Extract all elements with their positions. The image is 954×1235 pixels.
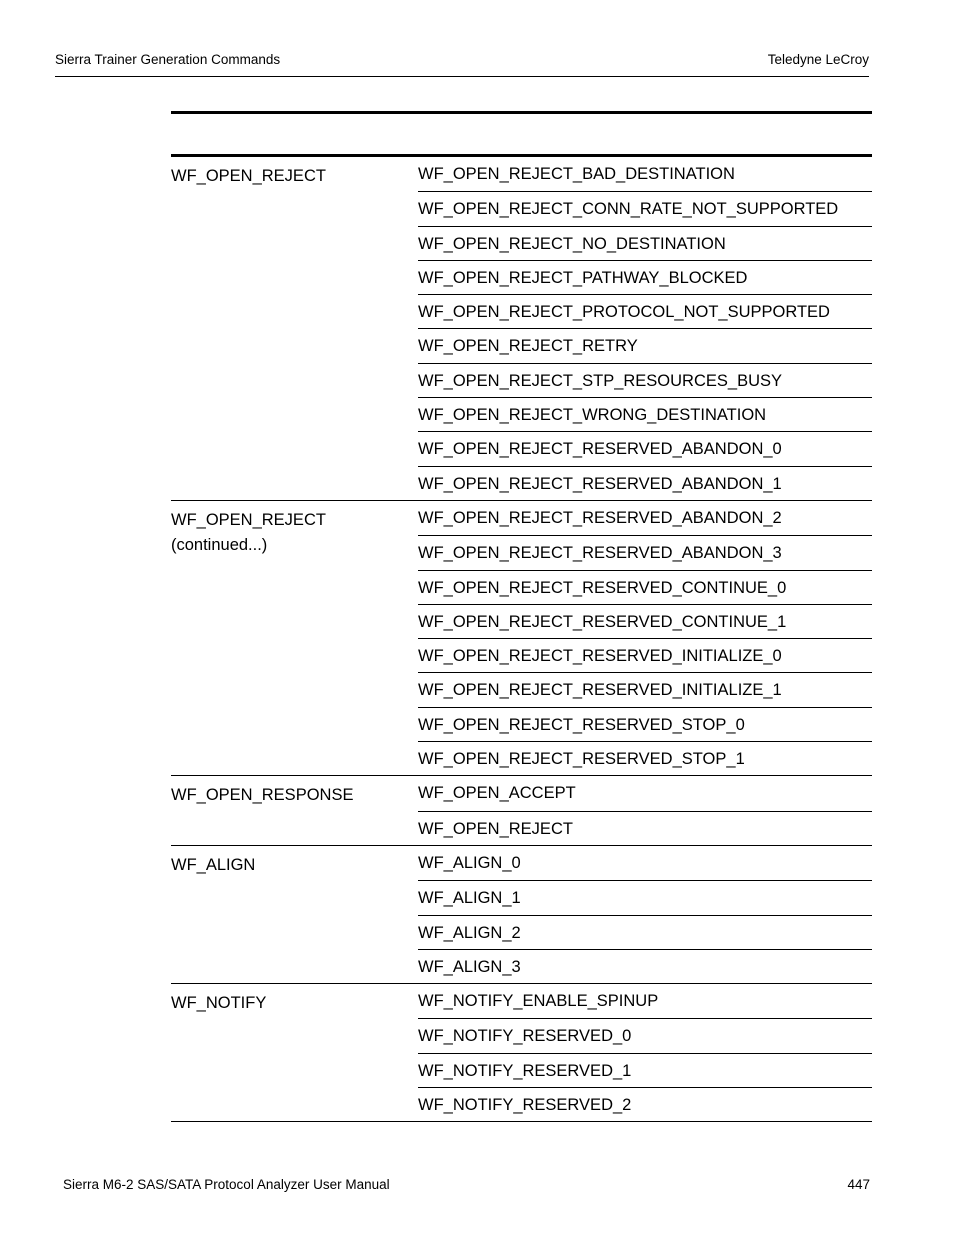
table-cell-value: WF_OPEN_REJECT_RESERVED_CONTINUE_0 (418, 570, 872, 604)
group-label-line: WF_ALIGN (171, 855, 256, 874)
table-cell-value: WF_OPEN_REJECT_RESERVED_INITIALIZE_0 (418, 638, 872, 672)
group-values (418, 776, 872, 845)
table-cell-value: WF_OPEN_REJECT_STP_RESOURCES_BUSY (418, 363, 872, 397)
table-row-group (171, 846, 872, 984)
table-row-group (171, 501, 872, 776)
table-row-group (171, 984, 872, 1122)
table-cell-value: WF_NOTIFY_ENABLE_SPINUP (418, 992, 659, 1011)
page-number: 447 (847, 1177, 870, 1192)
group-label-line: WF_NOTIFY (171, 994, 267, 1013)
table-cell-value: WF_NOTIFY_RESERVED_1 (418, 1053, 872, 1087)
table-cell-value: WF_OPEN_REJECT_RESERVED_ABANDON_1 (418, 466, 872, 500)
table-cell-value: WF_ALIGN_1 (418, 880, 872, 914)
group-values (418, 846, 872, 983)
group-values (418, 157, 872, 500)
table-cell-value: WF_ALIGN_0 (418, 853, 521, 872)
table-cell-value: WF_OPEN_REJECT_RESERVED_INITIALIZE_1 (418, 672, 872, 706)
group-label-line: WF_OPEN_REJECT (171, 510, 326, 529)
table-cell-value: WF_OPEN_REJECT_BAD_DESTINATION (418, 165, 735, 183)
group-label (171, 984, 418, 1121)
table-cell-value: WF_OPEN_REJECT_RESERVED_ABANDON_3 (418, 535, 872, 569)
table-cell-value: WF_NOTIFY_RESERVED_2 (418, 1087, 872, 1121)
table-cell-value: WF_ALIGN_2 (418, 915, 872, 949)
table-cell-value: WF_OPEN_ACCEPT (418, 784, 576, 803)
group-label (171, 776, 418, 845)
group-values (418, 501, 872, 775)
header-company: Teledyne LeCroy (767, 52, 869, 67)
page-header (55, 52, 869, 77)
table-row-group (171, 776, 872, 846)
table-cell-value: WF_OPEN_REJECT_NO_DESTINATION (418, 226, 872, 260)
table-cell-value: WF_OPEN_REJECT_RESERVED_STOP_0 (418, 707, 872, 741)
table-cell-value: WF_ALIGN_3 (418, 949, 872, 983)
table-cell-value: WF_OPEN_REJECT_RETRY (418, 328, 872, 362)
table-cell-value: WF_OPEN_REJECT_PATHWAY_BLOCKED (418, 260, 872, 294)
table-row-group (171, 157, 872, 501)
header-section-title: Sierra Trainer Generation Commands (55, 52, 281, 67)
table-cell-value: WF_OPEN_REJECT_WRONG_DESTINATION (418, 397, 872, 431)
group-label-line: WF_OPEN_RESPONSE (171, 786, 354, 805)
table-top-rule (171, 111, 872, 114)
command-table (171, 154, 872, 1122)
group-values (418, 984, 872, 1121)
table-cell-value: WF_OPEN_REJECT_RESERVED_ABANDON_0 (418, 431, 872, 465)
group-label (171, 501, 418, 775)
table-cell-value: WF_OPEN_REJECT_PROTOCOL_NOT_SUPPORTED (418, 294, 872, 328)
table-cell-value: WF_OPEN_REJECT_RESERVED_STOP_1 (418, 741, 872, 775)
footer-manual-title: Sierra M6-2 SAS/SATA Protocol Analyzer User Manual (63, 1177, 390, 1192)
table-cell-value: WF_NOTIFY_RESERVED_0 (418, 1018, 872, 1052)
table-cell-value: WF_OPEN_REJECT_CONN_RATE_NOT_SUPPORTED (418, 191, 872, 225)
group-label (171, 157, 418, 500)
table-cell-value: WF_OPEN_REJECT_RESERVED_CONTINUE_1 (418, 604, 872, 638)
table-cell-value: WF_OPEN_REJECT_RESERVED_ABANDON_2 (418, 508, 782, 527)
group-label (171, 846, 418, 983)
group-label-line: WF_OPEN_REJECT (171, 167, 326, 185)
table-cell-value: WF_OPEN_REJECT (418, 811, 872, 845)
group-label-line: (continued...) (171, 535, 268, 554)
